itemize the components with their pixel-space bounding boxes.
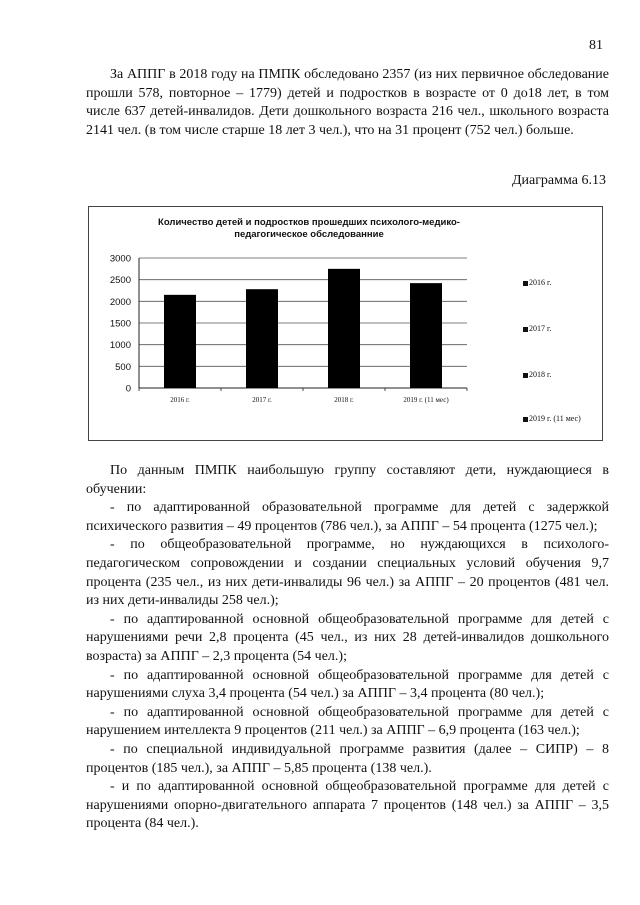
body-text bbox=[86, 462, 609, 834]
legend-item bbox=[523, 414, 581, 423]
legend-item bbox=[523, 370, 551, 379]
x-tick-label: 2016 г. bbox=[170, 396, 190, 404]
legend-swatch bbox=[523, 281, 528, 286]
x-tick-label: 2017 г. bbox=[252, 396, 272, 404]
list-item: - по адаптированной основной общеобразовательной программе для детей с нарушением интеллекта 9 процентов (211 чел.) за АППГ – 6,9 процента (163 чел.); bbox=[86, 704, 609, 739]
legend-swatch bbox=[523, 373, 528, 378]
intro-paragraph: За АППГ в 2018 году на ПМПК обследовано 2357 (из них первичное обследование прошли 578, повторное – 1779) детей и подростков в возрасте от 0 до18 лет, в том числе 637 детей-инвалидов. Дети дошкольного возраста 216 чел., школьного возраста 2141 чел. (в том числе старше 18 лет 3 чел.), что на 31 процент (752 чел.) больше. bbox=[86, 67, 609, 138]
list-item: - по общеобразовательной программе, но нуждающихся в психолого-педагогическом сопровождении и создании специальных условий обучения 9,7 процента (235 чел., из них дети-инвалиды 96 чел.) за АППГ – 20 процентов (481 чел. из них дети-инвалиды 258 чел.); bbox=[86, 537, 609, 609]
bar bbox=[164, 295, 196, 388]
chart-legend bbox=[523, 269, 599, 429]
legend-label: 2019 г. (11 мес) bbox=[529, 414, 581, 423]
bar bbox=[410, 283, 442, 388]
list-item: - по адаптированной образовательной программе для детей с задержкой психического развития – 49 процентов (786 чел.), за АППГ – 54 процента (1275 чел.); bbox=[86, 500, 609, 534]
y-tick-label: 1000 bbox=[109, 340, 131, 352]
bar bbox=[328, 269, 360, 388]
y-tick-label: 3000 bbox=[109, 253, 131, 265]
page-number: 81 bbox=[589, 38, 603, 53]
y-tick-label: 2000 bbox=[109, 296, 131, 308]
bar bbox=[246, 289, 278, 388]
chart-frame bbox=[88, 206, 603, 441]
legend-label: 2016 г. bbox=[529, 278, 552, 287]
legend-label: 2017 г. bbox=[529, 324, 552, 333]
list-item: - по адаптированной основной общеобразовательной программе для детей с нарушениями речи 2,8 процента (45 чел., из них 28 детей-инвалидов дошкольного возраста) за АППГ – 2,3 процента (54 чел.); bbox=[86, 611, 609, 664]
diagram-label: Диаграмма 6.13 bbox=[511, 173, 606, 188]
y-tick-label: 500 bbox=[115, 361, 131, 373]
x-tick-label: 2019 г. (11 мес) bbox=[403, 396, 449, 404]
y-tick-label: 1500 bbox=[109, 318, 131, 330]
body-lead-paragraph: По данным ПМПК наибольшую группу составляют дети, нуждающиеся в обучении: bbox=[86, 463, 609, 497]
x-tick-label: 2018 г. bbox=[334, 396, 354, 404]
chart-title: Количество детей и подростков прошедших психолого-медико-педагогическое обследованние bbox=[158, 217, 460, 240]
list-item: - и по адаптированной основной общеобразовательной программе для детей с нарушениями опорно-двигательного аппарата 7 процентов (148 чел.) за АППГ – 3,5 процента (84 чел.). bbox=[86, 779, 609, 832]
legend-item bbox=[523, 324, 551, 333]
y-tick-label: 0 bbox=[125, 383, 131, 395]
y-tick-label: 2500 bbox=[109, 275, 131, 287]
list-item: - по адаптированной основной общеобразовательной программе для детей с нарушениями слуха 3,4 процента (54 чел.) за АППГ – 3,4 процента (80 чел.); bbox=[86, 667, 609, 702]
legend-swatch bbox=[523, 417, 528, 422]
list-item: - по специальной индивидуальной программе развития (далее – СИПР) – 8 процентов (185 чел.), за АППГ – 5,85 процента (138 чел.). bbox=[86, 741, 609, 776]
legend-label: 2018 г. bbox=[529, 370, 552, 379]
legend-swatch bbox=[523, 327, 528, 332]
legend-item bbox=[523, 278, 551, 287]
